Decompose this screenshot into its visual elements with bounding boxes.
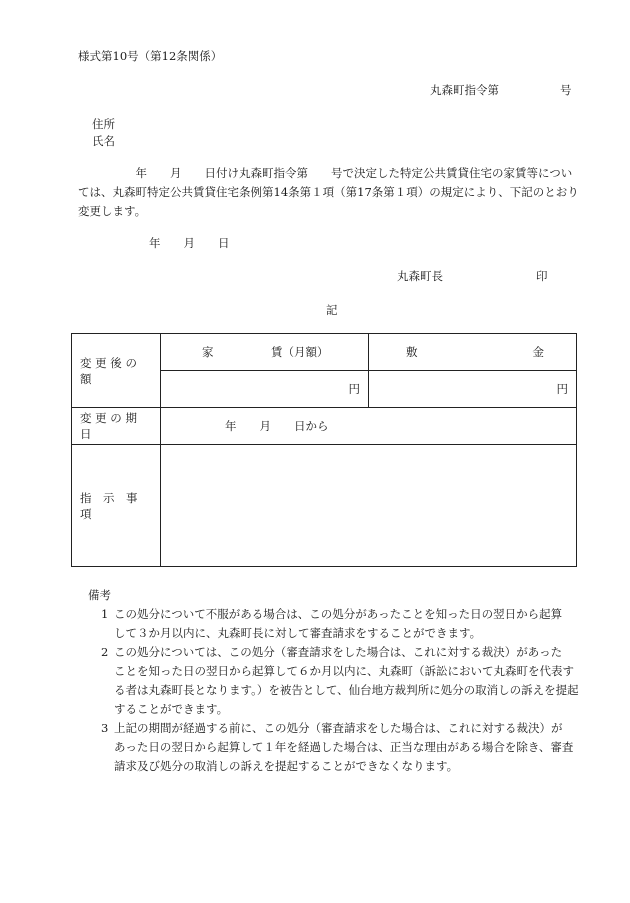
doc-number-suffix: 号 [560, 83, 572, 97]
form-number: 様式第10号（第12条関係） [78, 49, 223, 63]
change-date-value: 年 月 日から [161, 408, 577, 445]
notes-title: 備考 [88, 588, 111, 602]
address-label: 住所 [92, 117, 115, 131]
instructions-value [161, 445, 577, 567]
note-line: あった日の翌日から起算して１年を経過した場合は、正当な理由がある場合を除き、審査 [114, 740, 574, 754]
ki-heading: 記 [326, 303, 338, 317]
body-line: 変更します。 [78, 204, 147, 218]
name-label: 氏名 [92, 134, 115, 148]
change-date-label: 変 更 の 期 日 [72, 408, 161, 445]
doc-number [430, 82, 499, 98]
note-number: 2 [101, 645, 109, 659]
note-number: 3 [101, 721, 109, 735]
note-line: る者は丸森町長となります。）を被告として、仙台地方裁判所に処分の取消しの訴えを提起 [114, 683, 579, 697]
note-line: ことを知った日の翌日から起算して６か月以内に、丸森町（訴訟において丸森町を代表す [114, 664, 574, 678]
doc-number-prefix: 丸森町指令第 [430, 83, 499, 97]
body-line: ては、丸森町特定公共賃貸住宅条例第14条第１項（第17条第１項）の規定により、下記のとおり [78, 185, 579, 199]
instructions-label: 指 示 事 項 [72, 445, 161, 567]
body-line: 年 月 日付け丸森町指令第 号で決定した特定公共賃貸住宅の家賃等につい [78, 166, 573, 180]
rent-amount-cell: 円 [161, 371, 369, 408]
rent-header: 家 賃（月額） [161, 334, 369, 371]
note-line: して３か月以内に、丸森町長に対して審査請求をすることができます。 [114, 626, 482, 640]
note-line: 請求及び処分の取消しの訴えを提起することができなくなります。 [114, 759, 459, 773]
note-item [88, 719, 588, 776]
after-change-label: 変 更 後 の 額 [72, 334, 161, 408]
notes-section [88, 586, 588, 776]
body-paragraph [78, 164, 584, 221]
note-item [88, 643, 588, 719]
note-item [88, 605, 588, 643]
note-line: することができます。 [114, 702, 229, 716]
date-line: 年 月 日 [149, 236, 230, 250]
note-line: 上記の期間が経過する前に、この処分（審査請求をした場合は、これに対する裁決）が [114, 721, 563, 735]
change-table [71, 333, 577, 567]
note-line: この処分については、この処分（審査請求をした場合は、これに対する裁決）があった [114, 645, 563, 659]
deposit-header: 敷 金 [369, 334, 577, 371]
issuer-seal: 印 [536, 269, 548, 283]
issuer-title: 丸森町長 [397, 269, 443, 283]
note-number: 1 [101, 607, 109, 621]
deposit-amount-cell: 円 [369, 371, 577, 408]
note-line: この処分について不服がある場合は、この処分があったことを知った日の翌日から起算 [114, 607, 563, 621]
